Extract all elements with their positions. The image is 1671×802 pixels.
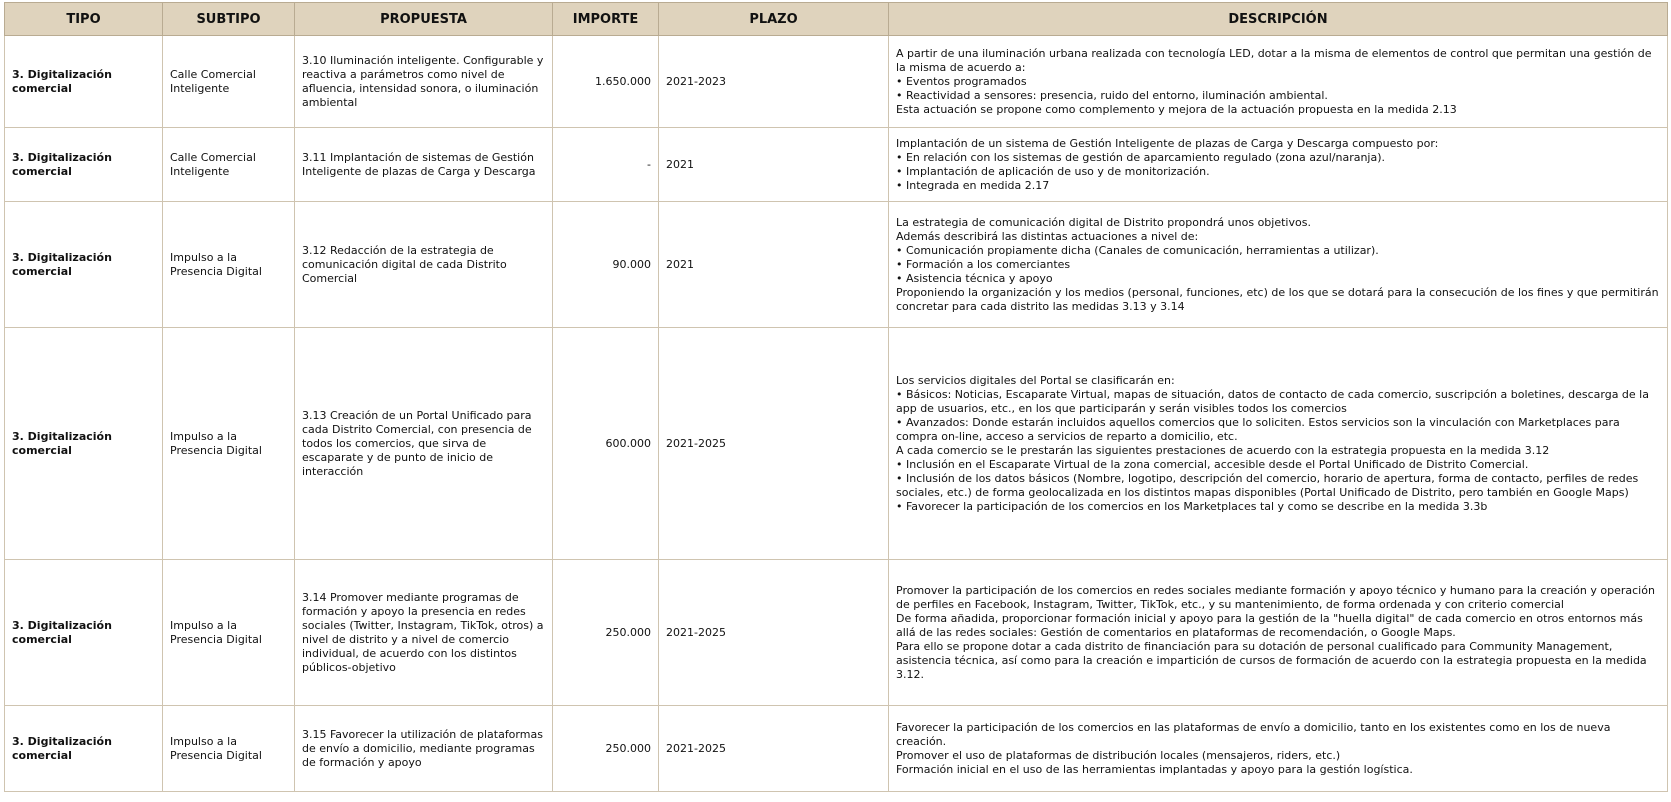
description-line: • Inclusión de los datos básicos (Nombre, logotipo, descripción del comercio, horario de apertura, forma de contacto, perfiles de redes sociales, etc.) de forma geolocalizada en los distintos mapas disponibles (Portal Unificado de Distrito, pero también en Google Maps): [896, 471, 1639, 499]
cell-importe: 250.000: [553, 560, 659, 706]
cell-plazo: 2021-2025: [659, 560, 889, 706]
cell-importe: 600.000: [553, 328, 659, 560]
description-line: Proponiendo la organización y los medios (personal, funciones, etc) de los que se dotará para la consecución de los fines y que permitirán concretar para cada distrito las medidas 3.13 y 3.14: [896, 285, 1659, 313]
description-line: Además describirá las distintas actuaciones a nivel de:: [896, 229, 1199, 243]
cell-subtipo: Calle Comercial Inteligente: [163, 36, 295, 128]
table-row: [5, 328, 1668, 560]
description-line: Esta actuación se propone como complemento y mejora de la actuación propuesta en la medida 2.13: [896, 102, 1457, 116]
description-line: • Comunicación propiamente dicha (Canales de comunicación, herramientas a utilizar).: [896, 243, 1379, 257]
cell-subtipo: Calle Comercial Inteligente: [163, 128, 295, 202]
header-plazo: PLAZO: [659, 3, 889, 36]
description-line: Para ello se propone dotar a cada distrito de financiación para su dotación de personal cualificado para Community Management, asistencia técnica, así como para la creación e impartición de cursos de formación de acuerdo con la estrategia propuesta en la medida 3.12.: [896, 639, 1647, 681]
cell-subtipo: Impulso a la Presencia Digital: [163, 202, 295, 328]
description-line: • Eventos programados: [896, 74, 1027, 88]
cell-descripcion: [889, 202, 1668, 328]
cell-tipo: 3. Digitalización comercial: [5, 706, 163, 792]
table-row: [5, 36, 1668, 128]
cell-tipo: 3. Digitalización comercial: [5, 202, 163, 328]
description-line: • Avanzados: Donde estarán incluidos aquellos comercios que lo soliciten. Estos servicios son la vinculación con Marketplaces para compra on-line, acceso a servicios de reparto a domicilio, etc.: [896, 415, 1620, 443]
table-row: [5, 202, 1668, 328]
cell-importe: 90.000: [553, 202, 659, 328]
description-line: Promover la participación de los comercios en redes sociales mediante formación y apoyo técnico y humano para la creación y operación de perfiles en Facebook, Instagram, Twitter, TikTok, etc., y su mantenimiento, de forma ordenada y con criterio comercial: [896, 583, 1655, 611]
cell-importe: 1.650.000: [553, 36, 659, 128]
description-line: A cada comercio se le prestarán las siguientes prestaciones de acuerdo con la estrategia propuesta en la medida 3.12: [896, 443, 1550, 457]
description-line: Los servicios digitales del Portal se clasificarán en:: [896, 373, 1175, 387]
description-line: • Favorecer la participación de los comercios en los Marketplaces tal y como se describe en la medida 3.3b: [896, 499, 1488, 513]
description-line: Implantación de un sistema de Gestión Inteligente de plazas de Carga y Descarga compuesto por:: [896, 136, 1439, 150]
header-row: [5, 3, 1668, 36]
description-line: Favorecer la participación de los comercios en las plataformas de envío a domicilio, tanto en los existentes como en los de nueva creación.: [896, 720, 1611, 748]
cell-tipo: 3. Digitalización comercial: [5, 128, 163, 202]
header-tipo: TIPO: [5, 3, 163, 36]
description-line: • Asistencia técnica y apoyo: [896, 271, 1053, 285]
cell-plazo: 2021: [659, 202, 889, 328]
cell-plazo: 2021: [659, 128, 889, 202]
cell-subtipo: Impulso a la Presencia Digital: [163, 560, 295, 706]
cell-plazo: 2021-2025: [659, 328, 889, 560]
table-row: [5, 706, 1668, 792]
description-line: • Reactividad a sensores: presencia, ruido del entorno, iluminación ambiental.: [896, 88, 1328, 102]
cell-propuesta: 3.14 Promover mediante programas de formación y apoyo la presencia en redes sociales (Twitter, Instagram, TikTok, otros) a nivel de distrito y a nivel de comercio individual, de acuerdo con los distintos públicos-objetivo: [295, 560, 553, 706]
cell-propuesta: 3.11 Implantación de sistemas de Gestión Inteligente de plazas de Carga y Descarga: [295, 128, 553, 202]
header-propuesta: PROPUESTA: [295, 3, 553, 36]
cell-descripcion: [889, 706, 1668, 792]
cell-plazo: 2021-2025: [659, 706, 889, 792]
cell-tipo: 3. Digitalización comercial: [5, 560, 163, 706]
cell-subtipo: Impulso a la Presencia Digital: [163, 706, 295, 792]
cell-subtipo: Impulso a la Presencia Digital: [163, 328, 295, 560]
description-line: La estrategia de comunicación digital de Distrito propondrá unos objetivos.: [896, 215, 1311, 229]
cell-importe: 250.000: [553, 706, 659, 792]
cell-plazo: 2021-2023: [659, 36, 889, 128]
description-line: • Formación a los comerciantes: [896, 257, 1071, 271]
description-line: De forma añadida, proporcionar formación inicial y apoyo para la gestión de la "huella digital" de cada comercio en otros entornos más allá de las redes sociales: Gestión de comentarios en plataformas de recomendación, o Google Maps.: [896, 611, 1643, 639]
description-line: • Implantación de aplicación de uso y de monitorización.: [896, 164, 1210, 178]
description-line: • Inclusión en el Escaparate Virtual de la zona comercial, accesible desde el Portal Unificado de Distrito Comercial.: [896, 457, 1529, 471]
description-line: Promover el uso de plataformas de distribución locales (mensajeros, riders, etc.): [896, 748, 1341, 762]
cell-descripcion: [889, 328, 1668, 560]
description-line: • Integrada en medida 2.17: [896, 178, 1050, 192]
description-line: A partir de una iluminación urbana realizada con tecnología LED, dotar a la misma de elementos de control que permitan una gestión de la misma de acuerdo a:: [896, 46, 1652, 74]
cell-descripcion: [889, 560, 1668, 706]
header-subtipo: SUBTIPO: [163, 3, 295, 36]
description-line: • Básicos: Noticias, Escaparate Virtual, mapas de situación, datos de contacto de cada comercio, suscripción a boletines, descarga de la app de usuarios, etc., en los que participarán y serán visibles todos los comercios: [896, 387, 1649, 415]
proposals-table: [4, 2, 1668, 792]
header-descripcion: DESCRIPCIÓN: [889, 3, 1668, 36]
cell-propuesta: 3.15 Favorecer la utilización de plataformas de envío a domicilio, mediante programas de formación y apoyo: [295, 706, 553, 792]
cell-importe: -: [553, 128, 659, 202]
cell-propuesta: 3.10 Iluminación inteligente. Configurable y reactiva a parámetros como nivel de afluencia, intensidad sonora, o iluminación ambiental: [295, 36, 553, 128]
cell-descripcion: [889, 36, 1668, 128]
description-line: Formación inicial en el uso de las herramientas implantadas y apoyo para la gestión logística.: [896, 762, 1413, 776]
cell-propuesta: 3.12 Redacción de la estrategia de comunicación digital de cada Distrito Comercial: [295, 202, 553, 328]
cell-tipo: 3. Digitalización comercial: [5, 36, 163, 128]
cell-tipo: 3. Digitalización comercial: [5, 328, 163, 560]
description-line: • En relación con los sistemas de gestión de aparcamiento regulado (zona azul/naranja).: [896, 150, 1386, 164]
table-row: [5, 128, 1668, 202]
table-row: [5, 560, 1668, 706]
header-importe: IMPORTE: [553, 3, 659, 36]
cell-propuesta: 3.13 Creación de un Portal Unificado para cada Distrito Comercial, con presencia de todos los comercios, que sirva de escaparate y de punto de inicio de interacción: [295, 328, 553, 560]
cell-descripcion: [889, 128, 1668, 202]
